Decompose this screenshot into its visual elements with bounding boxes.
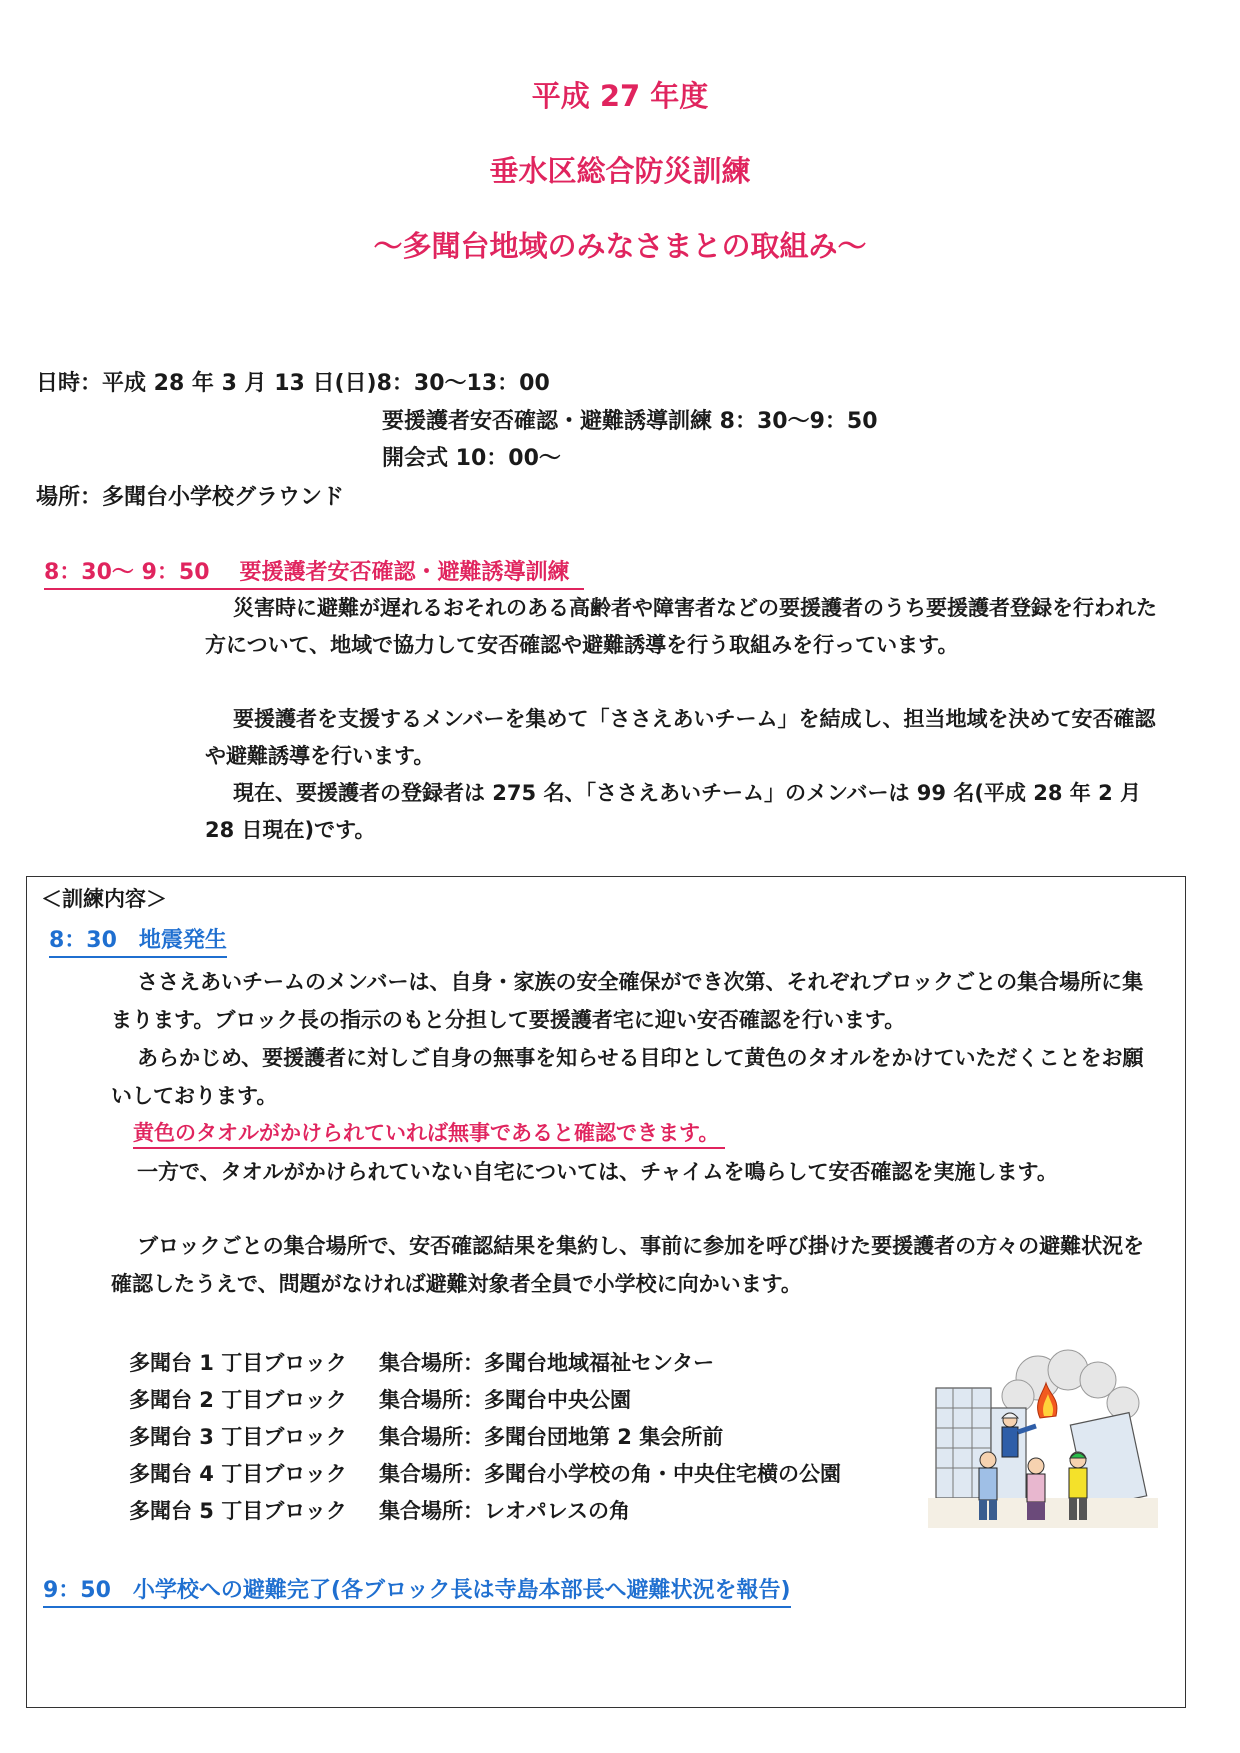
training-highlight: 黄色のタオルがかけられていれば無事であると確認できます。 [133,1117,725,1149]
block-row [129,1347,714,1377]
section1-title: 要援護者安否確認・避難誘導訓練 [239,560,570,585]
block-place: 集合場所：多聞台地域福祉センター [379,1351,715,1375]
block-place: 集合場所：レオパレスの角 [379,1499,630,1523]
section1-time: 8：30～ 9：50 [44,560,210,585]
block-row [129,1384,631,1414]
event-subschedule-2: 開会式 10：00～ [382,446,561,471]
block-name: 多聞台 4 丁目ブロック [129,1462,347,1486]
page-subtitle: ～多聞台地域のみなさまとの取組み～ [373,229,867,263]
block-row [129,1458,841,1488]
training-paragraph-2: あらかじめ、要援護者に対しご自身の無事を知らせる目印として黄色のタオルをかけていただくことをお願いしております。 [111,1046,1144,1108]
disaster-rescue-illustration-icon [928,1348,1158,1528]
training-paragraph-1: ささえあいチームのメンバーは、自身・家族の安全確保ができ次第、それぞれブロックごとの集合場所に集まります。ブロック長の指示のもと分担して要援護者宅に迎い安否確認を行います。 [111,970,1144,1032]
section1-paragraph-1: 災害時に避難が遅れるおそれのある高齢者や障害者などの要援護者のうち要援護者登録を行われた方について、地域で協力して安否確認や避難誘導を行う取組みを行っています。 [205,596,1157,657]
page-title: 垂水区総合防災訓練 [489,154,751,188]
training-paragraph-4: ブロックごとの集合場所で、安否確認結果を集約し、事前に参加を呼び掛けた要援護者の方々の避難状況を確認したうえで、問題がなければ避難対象者全員で小学校に向かいます。 [111,1234,1145,1296]
training-content-box [26,876,1186,1708]
event-datetime: 日時：平成 28 年 3 月 13 日(日)8：30～13：00 [36,371,550,396]
block-place: 集合場所：多聞台団地第 2 集会所前 [379,1425,724,1449]
event-subschedule-1: 要援護者安否確認・避難誘導訓練 8：30～9：50 [382,409,878,434]
training-paragraph-3: 一方で、タオルがかけられていない自宅については、チャイムを鳴らして安否確認を実施します。 [137,1160,1058,1184]
event-place: 場所：多聞台小学校グラウンド [36,485,345,510]
training-step-earthquake: 8：30 地震発生 [49,923,227,958]
block-row [129,1495,630,1525]
training-label: ＜訓練内容＞ [41,887,167,911]
section1-paragraph-3: 現在、要援護者の登録者は 275 名、「ささえあいチーム」のメンバーは 99 名(平成 28 年 2 月 28 日現在)です。 [205,781,1142,842]
block-name: 多聞台 2 丁目ブロック [129,1388,347,1412]
block-name: 多聞台 3 丁目ブロック [129,1425,347,1449]
block-row [129,1421,723,1451]
block-place: 集合場所：多聞台中央公園 [379,1388,631,1412]
section1-heading [44,555,584,590]
block-place: 集合場所：多聞台小学校の角・中央住宅横の公園 [379,1462,841,1486]
page-year-title: 平成 27 年度 [531,79,709,113]
section1-paragraph-2: 要援護者を支援するメンバーを集めて「ささえあいチーム」を結成し、担当地域を決めて安否確認や避難誘導を行います。 [205,707,1156,768]
block-name: 多聞台 5 丁目ブロック [129,1499,347,1523]
training-step-evacuation-complete: 9：50 小学校への避難完了(各ブロック長は寺島本部長へ避難状況を報告) [43,1573,791,1608]
block-name: 多聞台 1 丁目ブロック [129,1351,347,1375]
